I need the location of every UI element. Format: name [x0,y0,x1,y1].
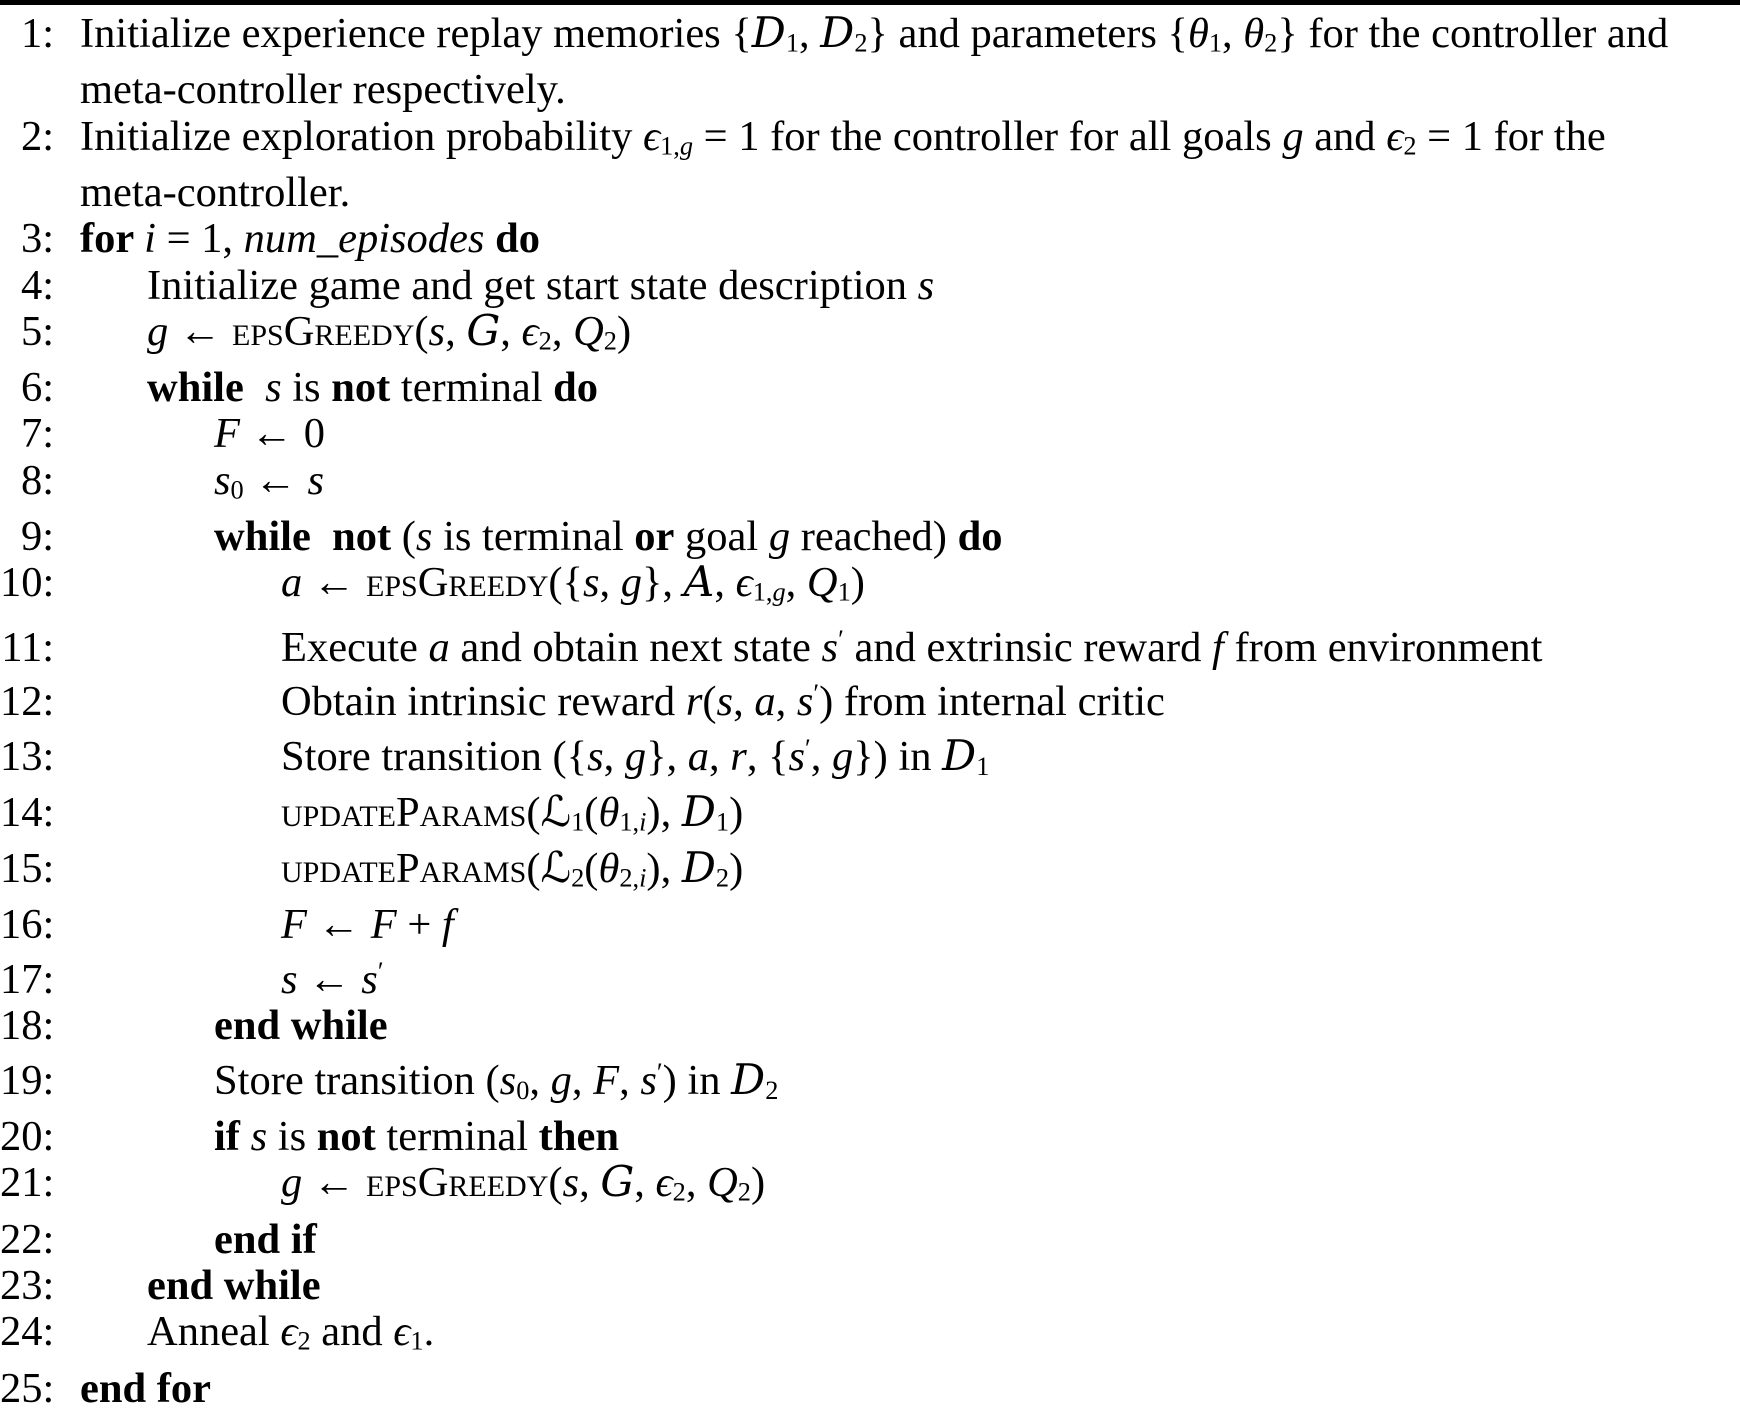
line-content [214,1114,619,1160]
text-segment: i [639,807,647,837]
line-content [281,560,865,616]
text-segment: if [214,1113,251,1160]
text-segment: a [754,678,776,726]
text-segment: 2 [854,28,868,58]
text-segment: and [1303,112,1387,160]
text-segment: , [500,307,522,355]
text-segment: ( [414,307,429,355]
text-segment: ℒ [540,844,572,894]
text-segment: , [1222,10,1244,57]
algorithm-line-21 [0,1050,1740,1114]
text-segment: ℒ [540,788,572,838]
text-segment: Q [573,307,604,355]
text-segment: ′ [805,733,811,763]
text-segment: F [370,901,397,949]
algorithm-line-26 [0,1309,1740,1365]
text-segment: F [281,901,307,949]
line-content [147,365,598,411]
text-segment: meta-controller. [80,168,351,216]
line-content [147,263,934,309]
line-number: 22: [0,1215,55,1263]
text-segment: ← [168,307,232,355]
text-segment: i [639,863,647,893]
text-segment: ′ [813,679,820,709]
text-segment: f [441,901,454,949]
text-segment: Store transition ( [214,1056,500,1104]
text-segment: } for the controller and [1277,10,1669,57]
text-segment: F [214,410,240,458]
text-segment: , [685,1159,708,1207]
text-segment: , [571,1056,594,1104]
text-segment: s [499,1056,517,1104]
text-segment: , [810,732,833,780]
line-number: 10: [0,559,55,607]
text-segment: θ [1243,10,1265,57]
line-content [281,671,1165,726]
text-segment: , [599,559,621,607]
text-segment: D [942,731,977,781]
text-segment: reached) [790,513,958,560]
text-segment: s [214,456,231,504]
text-segment: Q [707,1159,738,1207]
algorithm-line-3 [0,114,1740,170]
line-number: 3: [20,215,54,263]
text-segment: = 1, [155,215,244,263]
text-segment: 2 [672,1178,686,1208]
text-segment: and extrinsic reward [843,623,1213,671]
text-segment: ϵ [655,1159,673,1207]
line-content [281,949,384,1004]
text-segment: F [593,1056,620,1104]
text-segment: g [832,732,854,780]
text-segment: θ [598,845,620,893]
text-segment: ) [729,789,744,837]
text-segment: r [730,732,747,780]
text-segment: ← 0 [239,410,325,458]
text-segment: from environment [1223,623,1543,671]
text-segment: 1, [660,131,680,161]
text-segment: , { [746,732,789,780]
text-segment: , [551,307,574,355]
text-segment: , [634,1159,656,1207]
line-number: 9: [20,513,54,560]
algorithm-line-1 [0,11,1740,67]
text-segment: ← [302,559,366,607]
line-number: 25: [0,1364,55,1412]
text-segment: θ [598,789,620,837]
algorithm-line-17 [0,846,1740,902]
text-segment: end if [214,1215,317,1263]
text-segment: + [396,901,442,949]
text-segment: 2 [737,1178,751,1208]
text-segment: a [281,559,303,607]
algorithm-line-24 [0,1217,1740,1263]
line-content [281,1160,765,1216]
text-segment: updateParams [281,789,527,837]
text-segment: then [538,1113,619,1160]
text-segment: 2 [603,326,617,356]
text-segment: s [428,307,446,355]
line-content [214,411,325,457]
text-segment: 1 [715,807,730,837]
text-segment: s [361,955,378,1003]
algorithm-top-rule [0,0,1740,5]
algorithm-line-23 [0,1160,1740,1216]
text-segment: do [553,364,599,412]
text-segment: ϵ [642,112,661,160]
text-segment: . [423,1308,435,1356]
text-segment: meta-controller respectively. [80,66,566,114]
text-segment: end while [147,1261,321,1309]
text-segment: s [265,364,282,412]
text-segment: , [579,1159,601,1207]
text-segment: , [445,307,467,355]
text-segment: and obtain next state [449,623,822,671]
text-segment: 2 [1403,131,1417,161]
text-segment: i [144,215,156,263]
text-segment: Q [806,559,838,607]
text-segment: g [147,307,169,355]
text-segment: 2 [1264,28,1278,58]
text-segment: g [768,513,791,560]
text-segment: Initialize game and get start state description [147,261,918,309]
text-segment: ϵ [393,1308,411,1356]
line-number: 14: [0,789,55,837]
algorithm-line-22 [0,1114,1740,1160]
text-segment: ′ [838,624,844,654]
algorithm-line-11 [0,514,1740,560]
text-segment: while [214,513,311,560]
line-number: 17: [0,955,55,1003]
line-number: 5: [20,307,54,355]
text-segment: ϵ [280,1308,298,1356]
line-content [80,67,566,113]
text-segment: , [714,559,736,607]
text-segment: 1 [410,1327,424,1357]
algorithm-line-9 [0,411,1740,457]
line-number: 12: [0,678,55,726]
line-content [80,11,1668,67]
text-segment: 1, [619,807,640,837]
text-segment: ( [584,789,599,837]
algorithm-line-7 [0,306,1740,365]
text-segment: is [281,364,332,412]
text-segment: ← [243,456,308,504]
text-segment: ) [750,1159,766,1207]
text-segment: s [582,559,600,607]
text-segment: G [466,306,501,356]
text-segment: r [685,678,703,726]
text-segment: g [624,732,647,780]
algorithm-line-5 [0,216,1740,262]
text-segment: 1 [785,28,799,58]
text-segment: g [550,1056,572,1104]
line-number: 7: [20,410,54,458]
text-segment: D [751,9,786,58]
text-segment: for [80,215,145,263]
line-content [147,306,632,365]
line-content [80,216,540,262]
text-segment: s [716,678,734,726]
text-segment: 1 [837,578,851,608]
line-content [80,1366,211,1412]
text-segment: do [957,513,1003,560]
text-segment: A [683,558,715,608]
text-segment: = 1 for the [1416,112,1606,160]
algorithm-line-10 [0,458,1740,514]
text-segment: 1 [1208,28,1223,58]
algorithm-line-25 [0,1263,1740,1309]
algorithm-line-13 [0,617,1740,672]
algorithm-line-20 [0,1003,1740,1049]
text-segment: 2 [538,326,552,356]
text-segment: s [587,732,604,780]
line-content [147,1263,321,1309]
text-segment: , [799,10,821,57]
line-content [80,114,1606,170]
text-segment: g [281,1159,303,1207]
text-segment: = 1 for the controller for all goals [693,112,1283,160]
text-segment: while [147,364,244,412]
text-segment: ( [526,789,541,837]
text-segment: Obtain intrinsic reward [281,678,686,726]
text-segment: 2, [619,863,640,893]
text-segment: 0 [516,1075,530,1105]
text-segment: not [316,1113,376,1160]
algorithm-pseudocode [0,11,1740,1412]
text-segment: f [1212,623,1224,671]
text-segment: 2 [571,863,585,893]
line-number: 21: [0,1159,55,1207]
text-segment: ϵ [521,307,539,355]
text-segment: 2 [297,1327,311,1357]
text-segment: Store transition ({ [281,732,588,780]
text-segment: D [820,9,855,58]
text-segment: g [679,131,694,161]
text-segment: not [332,513,392,560]
line-content [214,514,1002,560]
text-segment: ( [702,678,717,726]
line-content [281,726,989,790]
text-segment: end while [214,1002,388,1050]
text-segment: end for [80,1364,212,1412]
line-number: 23: [0,1261,55,1309]
text-segment: ({ [548,559,583,607]
text-segment: θ [1187,10,1209,57]
line-content [281,846,743,902]
line-number: 20: [0,1113,55,1160]
text-segment: ( [548,1159,563,1207]
text-segment: ϵ [1386,112,1404,160]
text-segment: s [821,623,839,671]
algorithm-line-14 [0,671,1740,726]
text-segment: num_episodes [243,215,485,263]
line-content [214,1050,778,1114]
text-segment: ← [302,1159,366,1207]
text-segment: goal [674,513,769,560]
text-segment: s [562,1159,580,1207]
text-segment: not [331,364,391,412]
text-segment: ( [584,845,599,893]
text-segment: } and parameters { [867,10,1188,57]
line-number: 15: [0,845,55,893]
text-segment: , [529,1056,551,1104]
text-segment: ( [391,513,416,560]
text-segment: ϵ [735,559,753,607]
text-segment: 2 [765,1075,779,1105]
text-segment: , [775,678,797,726]
text-segment: and [310,1308,394,1356]
text-segment: , [785,559,807,607]
text-segment: D [681,844,716,894]
text-segment: ← [297,955,362,1003]
text-segment: ) in [662,1056,732,1104]
text-segment: 1 [976,751,990,781]
text-segment: ′ [656,1057,663,1087]
algorithm-line-27 [0,1366,1740,1412]
text-segment: epsGreedy [232,307,415,355]
text-segment: 1, [752,578,773,608]
text-segment: g [620,559,642,607]
text-segment: s [788,732,806,780]
line-number: 18: [0,1002,55,1050]
text-segment: a [687,732,710,780]
text-segment: 2 [715,863,730,893]
line-number: 2: [20,112,54,160]
text-segment: ) from internal critic [819,678,1165,726]
line-number: 1: [20,10,54,57]
line-number: 16: [0,901,55,949]
text-segment: Initialize exploration probability [80,112,643,160]
line-number: 11: [1,623,54,671]
line-content [147,1309,434,1365]
text-segment: s [640,1056,657,1104]
text-segment: terminal [375,1113,539,1160]
text-segment: , [603,732,625,780]
text-segment: ( [526,845,541,893]
line-number: 13: [0,732,55,780]
algorithm-line-6 [0,263,1740,309]
text-segment: D [731,1055,766,1105]
line-content [214,1217,317,1263]
text-segment: , [709,732,731,780]
text-segment: s [250,1113,268,1160]
text-segment: s [917,261,935,309]
text-segment: ) [616,307,632,355]
line-content [281,902,454,948]
line-content [281,617,1543,672]
line-number: 4: [20,261,54,309]
text-segment: }, [642,559,684,607]
text-segment: D [681,788,716,838]
algorithm-line-18 [0,902,1740,948]
algorithm-line-2 [0,67,1740,113]
algorithm-line-15 [0,726,1740,790]
text-segment: Execute [281,623,429,671]
text-segment: ), [646,845,682,893]
text-segment: terminal [390,364,554,412]
text-segment: 0 [230,475,244,505]
text-segment: ← [306,901,371,949]
algorithm-line-19 [0,949,1740,1004]
text-segment: or [634,513,675,560]
text-segment: g [1282,112,1304,160]
line-number: 6: [20,364,54,412]
text-segment: ′ [377,956,384,986]
text-segment: a [428,623,450,671]
algorithm-line-4 [0,170,1740,216]
line-number: 19: [0,1056,55,1104]
text-segment: }) in [853,732,943,780]
line-content [214,1003,388,1049]
text-segment: , [733,678,755,726]
text-segment: s [307,456,325,504]
text-segment: , [619,1056,641,1104]
text-segment: ), [646,789,682,837]
algorithm-line-8 [0,365,1740,411]
text-segment: s [415,513,433,560]
line-content [80,170,350,216]
text-segment: ) [850,559,865,607]
text-segment: g [772,578,786,608]
text-segment: updateParams [281,845,527,893]
text-segment [311,513,332,560]
line-content [281,790,743,846]
text-segment: }, [646,732,688,780]
text-segment: Anneal [147,1308,281,1356]
text-segment: s [281,955,298,1003]
algorithm-line-12 [0,560,1740,616]
text-segment: Initialize experience replay memories { [80,10,752,57]
text-segment: G [600,1158,635,1208]
line-number: 8: [20,456,54,504]
text-segment: is terminal [432,513,635,560]
line-content [214,458,324,514]
text-segment: do [484,215,540,263]
text-segment: is [267,1113,317,1160]
text-segment: s [796,678,814,726]
text-segment [244,364,265,411]
text-segment: epsGreedy [366,1159,549,1207]
text-segment: epsGreedy [366,559,549,607]
algorithm-line-16 [0,790,1740,846]
text-segment: ) [729,845,744,893]
line-number: 24: [0,1308,55,1356]
text-segment: 1 [571,807,585,837]
